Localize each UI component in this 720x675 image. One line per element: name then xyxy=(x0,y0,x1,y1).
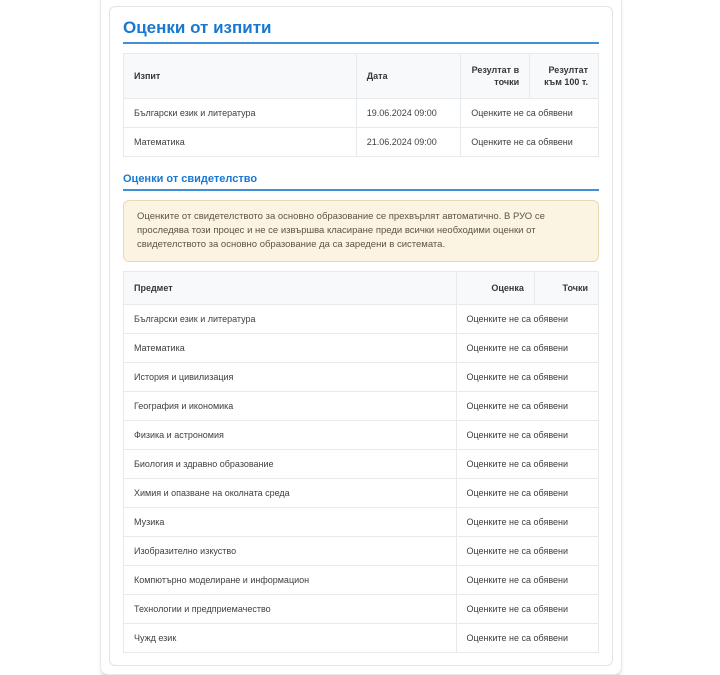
grade-status-cell: Оценките не са обявени xyxy=(456,479,599,508)
grade-status-cell: Оценките не са обявени xyxy=(456,624,599,653)
subject-cell: Математика xyxy=(124,334,457,363)
exams-section-title: Оценки от изпити xyxy=(123,19,599,44)
column-header-points: Точки xyxy=(534,272,598,305)
certificate-table-row xyxy=(124,363,599,392)
grade-status-cell: Оценките не са обявени xyxy=(456,450,599,479)
exam-status-cell: Оценките не са обявени xyxy=(461,99,599,128)
subject-cell: История и цивилизация xyxy=(124,363,457,392)
content-panel xyxy=(100,0,622,675)
certificate-section-title: Оценки от свидетелство xyxy=(123,173,599,191)
grade-status-cell: Оценките не са обявени xyxy=(456,595,599,624)
exams-table xyxy=(123,53,599,157)
subject-cell: Компютърно моделиране и информацион xyxy=(124,566,457,595)
exam-date-cell: 21.06.2024 09:00 xyxy=(356,128,461,157)
subject-cell: Химия и опазване на околната среда xyxy=(124,479,457,508)
certificate-table-row xyxy=(124,479,599,508)
column-header-result-points: Резултат в точки xyxy=(461,54,530,99)
certificate-table-row xyxy=(124,537,599,566)
subject-cell: Музика xyxy=(124,508,457,537)
certificate-table xyxy=(123,271,599,653)
grade-status-cell: Оценките не са обявени xyxy=(456,566,599,595)
exams-table-row xyxy=(124,99,599,128)
certificate-table-row xyxy=(124,624,599,653)
subject-cell: Изобразително изкуство xyxy=(124,537,457,566)
certificate-table-row xyxy=(124,392,599,421)
grade-status-cell: Оценките не са обявени xyxy=(456,305,599,334)
column-header-date: Дата xyxy=(356,54,461,99)
certificate-notice-text: Оценките от свидетелството за основно образование се прехвърлят автоматично. В РУО се проследява този процес и не се извършва класиране преди всички необходими оценки от свидетелството за основно образование да са заредени в системата. xyxy=(137,211,545,250)
exam-date-cell: 19.06.2024 09:00 xyxy=(356,99,461,128)
column-header-grade: Оценка xyxy=(456,272,534,305)
column-header-result-100: Резултат към 100 т. xyxy=(530,54,599,99)
certificate-notice-box xyxy=(123,200,599,262)
exams-table-header-row xyxy=(124,54,599,99)
certificate-table-row xyxy=(124,334,599,363)
exam-name-cell: Математика xyxy=(124,128,357,157)
certificate-table-row xyxy=(124,508,599,537)
grade-status-cell: Оценките не са обявени xyxy=(456,363,599,392)
grade-status-cell: Оценките не са обявени xyxy=(456,508,599,537)
exams-table-row xyxy=(124,128,599,157)
grade-status-cell: Оценките не са обявени xyxy=(456,392,599,421)
subject-cell: Технологии и предприемачество xyxy=(124,595,457,624)
column-header-exam: Изпит xyxy=(124,54,357,99)
grade-status-cell: Оценките не са обявени xyxy=(456,537,599,566)
subject-cell: Чужд език xyxy=(124,624,457,653)
certificate-table-row xyxy=(124,421,599,450)
exam-status-cell: Оценките не са обявени xyxy=(461,128,599,157)
subject-cell: Български език и литература xyxy=(124,305,457,334)
grade-status-cell: Оценките не са обявени xyxy=(456,334,599,363)
certificate-table-row xyxy=(124,450,599,479)
subject-cell: География и икономика xyxy=(124,392,457,421)
column-header-subject: Предмет xyxy=(124,272,457,305)
certificate-table-row xyxy=(124,305,599,334)
grade-status-cell: Оценките не са обявени xyxy=(456,421,599,450)
certificate-table-row xyxy=(124,566,599,595)
exam-name-cell: Български език и литература xyxy=(124,99,357,128)
subject-cell: Физика и астрономия xyxy=(124,421,457,450)
certificate-table-header-row xyxy=(124,272,599,305)
grades-card xyxy=(109,6,613,666)
certificate-table-row xyxy=(124,595,599,624)
subject-cell: Биология и здравно образование xyxy=(124,450,457,479)
